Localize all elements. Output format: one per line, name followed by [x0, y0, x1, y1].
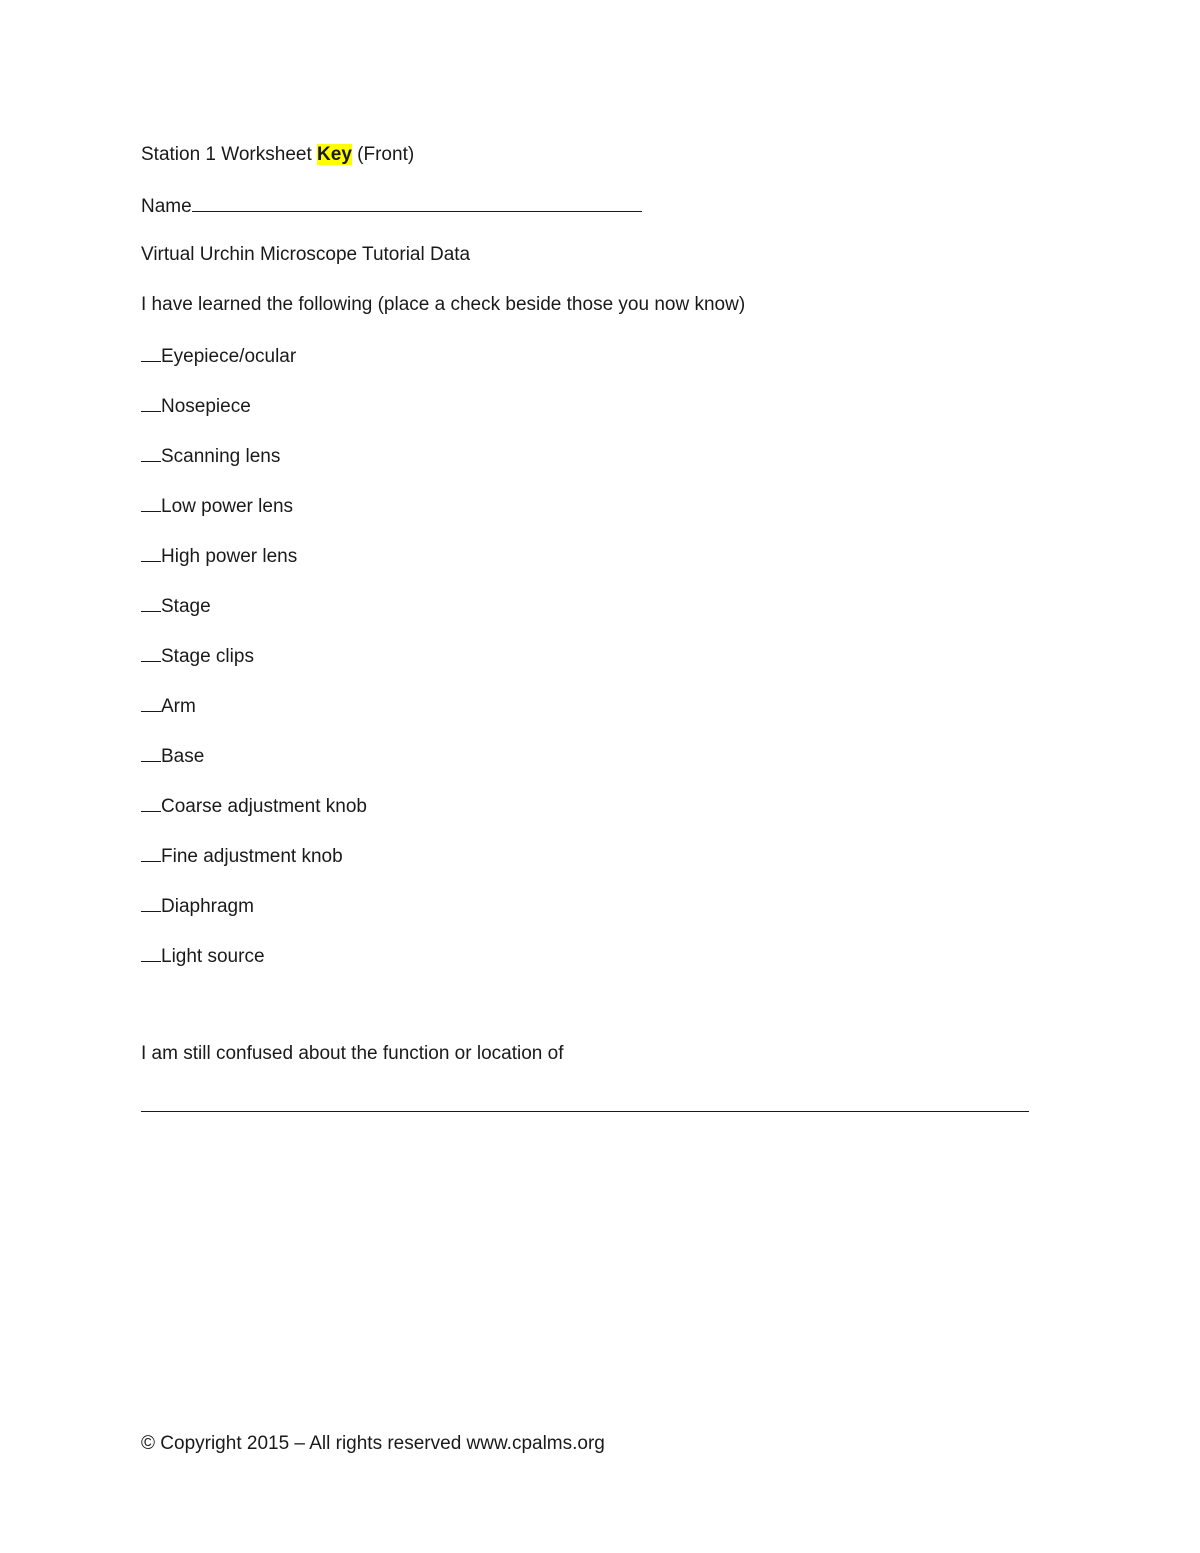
confused-answer-row [141, 1093, 1029, 1119]
name-label: Name [141, 196, 192, 217]
checklist-item: Light source [141, 943, 265, 969]
checklist-item: Scanning lens [141, 443, 280, 469]
checklist-item: Stage [141, 593, 211, 619]
checklist-item: Base [141, 743, 204, 769]
check-blank[interactable] [141, 543, 161, 562]
check-blank[interactable] [141, 393, 161, 412]
confused-answer-blank[interactable] [141, 1093, 1029, 1112]
checklist-item: Arm [141, 693, 196, 719]
title-key-highlight: Key [317, 144, 352, 165]
check-blank[interactable] [141, 843, 161, 862]
confused-prompt: I am still confused about the function or location of [141, 1043, 564, 1064]
worksheet-title [141, 143, 414, 167]
check-blank[interactable] [141, 943, 161, 962]
checklist-item: Diaphragm [141, 893, 254, 919]
name-blank[interactable] [192, 193, 642, 212]
check-blank[interactable] [141, 343, 161, 362]
checklist-item: High power lens [141, 543, 297, 569]
checklist-item: Fine adjustment knob [141, 843, 343, 869]
instruction: I have learned the following (place a check beside those you now know) [141, 294, 746, 315]
subtitle: Virtual Urchin Microscope Tutorial Data [141, 244, 471, 265]
checklist-item: Coarse adjustment knob [141, 793, 367, 819]
name-field-row [141, 193, 642, 219]
checklist-item: Low power lens [141, 493, 293, 519]
checklist-item: Nosepiece [141, 393, 251, 419]
check-blank[interactable] [141, 693, 161, 712]
copyright-footer: © Copyright 2015 – All rights reserved www.cpalms.org [141, 1433, 605, 1454]
check-blank[interactable] [141, 793, 161, 812]
title-suffix: (Front) [351, 144, 415, 165]
checklist-item: Eyepiece/ocular [141, 343, 296, 369]
title-prefix: Station 1 Worksheet [141, 144, 318, 165]
check-blank[interactable] [141, 643, 161, 662]
check-blank[interactable] [141, 443, 161, 462]
check-blank[interactable] [141, 743, 161, 762]
check-blank[interactable] [141, 493, 161, 512]
check-blank[interactable] [141, 593, 161, 612]
check-blank[interactable] [141, 893, 161, 912]
checklist-item: Stage clips [141, 643, 254, 669]
